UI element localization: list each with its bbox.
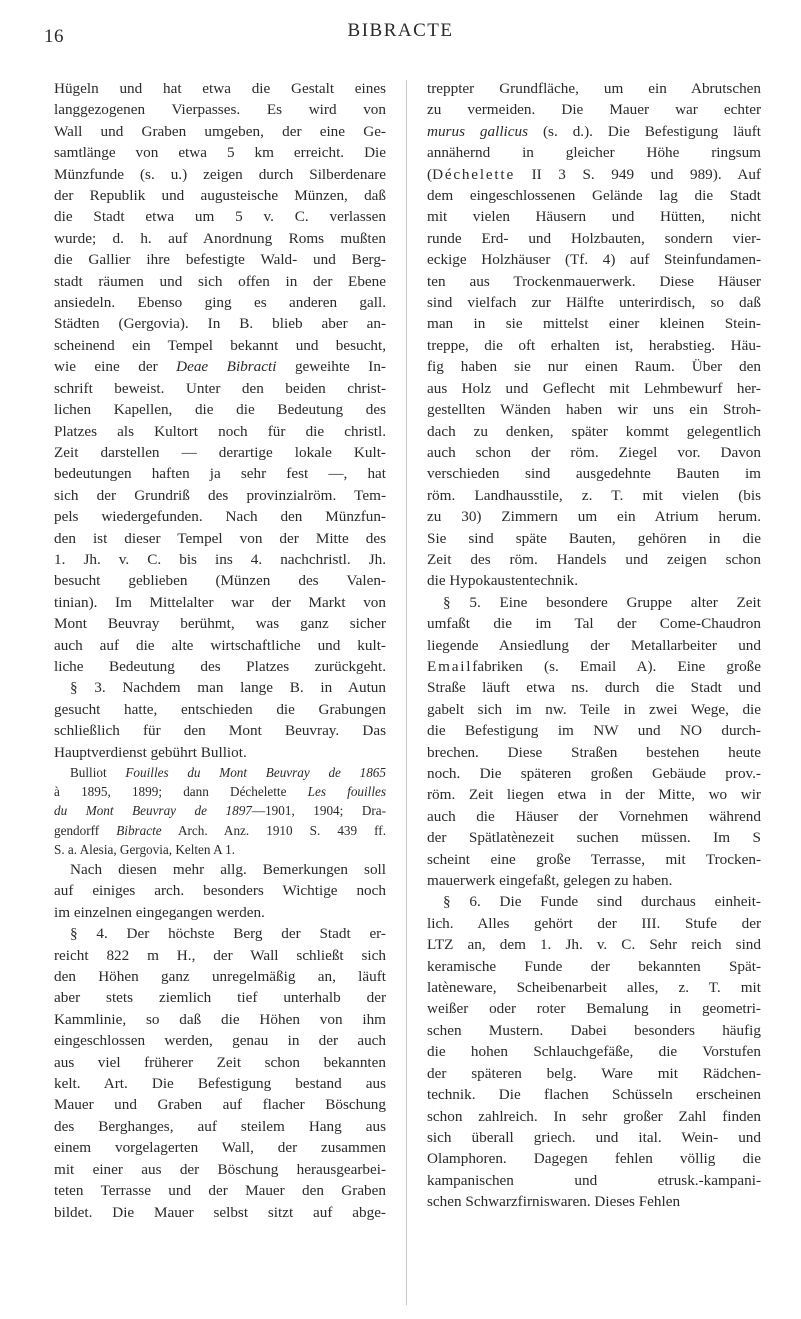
text-line: Hauptverdienst gebührt Bulliot. [54, 743, 247, 761]
text-line: ansiedeln. Ebenso ging es anderen gall. [54, 294, 386, 312]
text-line: Sie sind späte Bauten, gehören in die [427, 529, 761, 547]
text-line: teten Terrasse und der Mauer den Graben [54, 1182, 386, 1200]
text-line: schon zahlreich. In sehr großer Zahl finden [427, 1107, 761, 1125]
running-title: BIBRACTE [347, 20, 454, 41]
text-line: mauerwerk eingefaßt, gelegen zu haben. [427, 872, 673, 890]
column-divider [406, 80, 407, 1305]
text-line: wie eine der Deae Bibracti geweihte In- [54, 358, 386, 376]
text-line: sich überall griech. und ital. Wein- und [427, 1128, 761, 1146]
text-line: mit vielen Häusern und Hütten, nicht [427, 208, 761, 226]
emphasized-text: Fouilles du Mont Beuvray de 1865 [125, 765, 386, 780]
text-line: § 3. Nachdem man lange B. in Autun [70, 679, 386, 697]
text-line: zu 30) Zimmern um ein Atrium herum. [427, 508, 761, 526]
text-line: eingeschlossen werden, genau in der auch [54, 1032, 386, 1050]
text-line: treppe, die oft erhalten ist, herabstieg. Häu- [427, 336, 761, 354]
text-line: des Berghanges, auf steilem Hang aus [54, 1117, 386, 1135]
text-line: Städten (Gergovia). In B. blieb aber an- [54, 315, 386, 333]
text-line: murus gallicus (s. d.). Die Befestigung läuft [427, 122, 761, 140]
text-line: fig haben sie nur einen Raum. Über den [427, 358, 761, 376]
text-line: lich. Alles gehört der III. Stufe der [427, 914, 761, 932]
text-line: der Spätlatènezeit suchen müssen. Im S [427, 829, 761, 847]
text-line: gesucht hatte, entschieden die Grabungen [54, 700, 386, 718]
text-line: keramische Funde der bekannten Spät- [427, 957, 761, 975]
text-line: gestellten Wänden haben wir uns ein Stroh- [427, 401, 761, 419]
text-line: die Befestigung im NW und NO durch- [427, 722, 761, 740]
text-line: du Mont Beuvray de 1897—1901, 1904; Dra- [54, 803, 387, 819]
text-line: S. a. Alesia, Gergovia, Kelten A 1. [54, 841, 236, 857]
text-line: stadt räumen und sich offen in der Ebene [54, 272, 386, 290]
right-text-column [427, 78, 761, 1213]
text-line: § 4. Der höchste Berg der Stadt er- [70, 925, 386, 943]
text-line: der späteren belg. Ware mit Rädchen- [427, 1064, 761, 1082]
text-line: à 1895, 1899; dann Déchelette Les fouilles [54, 784, 386, 800]
text-line: 1. Jh. v. C. bis ins 4. nachchristl. Jh. [54, 550, 386, 568]
text-line: scheinend ein Tempel bekannt und besucht, [54, 336, 386, 354]
text-line: aus Holz und Geflecht mit Lehmbewurf her- [427, 379, 761, 397]
text-line: auf einiges arch. besonders Wichtige noch [54, 882, 386, 900]
text-line: mit einer aus der Böschung herausgearbei- [54, 1160, 386, 1178]
text-line: die Stadt etwa um 5 v. C. verlassen [54, 208, 386, 226]
text-line: scheint eine große Terrasse, mit Trocken- [427, 850, 761, 868]
text-line: schließlich für den Mont Beuvray. Das [54, 722, 386, 740]
text-line: Zeit des röm. Handels und zeigen schon [427, 550, 761, 568]
text-line: reicht 822 m H., der Wall schließt sich [54, 946, 386, 964]
text-line: aus viel früherer Zeit schon bekannten [54, 1053, 386, 1071]
emphasized-text: Email [427, 657, 473, 675]
text-line: liche Bedeutung des Platzes zurückgeht. [54, 657, 386, 675]
text-line: Wall und Graben umgeben, der eine Ge- [54, 122, 386, 140]
text-line: runde Erd- und Holzbauten, sondern vier- [427, 229, 761, 247]
text-line: § 5. Eine besondere Gruppe alter Zeit [443, 593, 761, 611]
text-line: im einzelnen eingegangen werden. [54, 903, 265, 921]
text-line: latèneware, Scheibenarbeit alles, z. T. mit [427, 979, 761, 997]
text-line: auch die Häuser der Vornehmen während [427, 807, 761, 825]
text-line: Nach diesen mehr allg. Bemerkungen soll [70, 861, 386, 879]
text-line: Olamphoren. Dagegen fehlen völlig die [427, 1150, 761, 1168]
text-line: Emailfabriken (s. Email A). Eine große [427, 657, 761, 675]
text-line: sind vielfach zur Hälfte unterirdisch, so daß [427, 294, 761, 312]
text-line: weißer oder roter Bemalung in geometri- [427, 1000, 761, 1018]
emphasized-text: Deae Bibracti [176, 358, 277, 376]
text-line: Hügeln und hat etwa die Gestalt eines [54, 80, 386, 97]
text-line: aber stets ziemlich tief unterhalb der [54, 989, 386, 1007]
text-line: zu vermeiden. Die Mauer war echter [427, 101, 761, 119]
text-line: Münzfunde (s. u.) zeigen durch Silberdenare [54, 165, 386, 183]
text-line: besucht geblieben (Münzen des Valen- [54, 572, 386, 590]
text-line: treppter Grundfläche, um ein Abrutschen [427, 80, 761, 97]
text-line: kampanischen und etrusk.-kampani- [427, 1171, 761, 1189]
emphasized-text: murus gallicus [427, 122, 529, 140]
text-line: die Gallier ihre befestigte Wald- und Berg- [54, 251, 386, 269]
text-line: bedeutungen haften ja sehr fest —, hat [54, 465, 386, 483]
text-line: Straße läuft etwa ns. durch die Stadt und [427, 679, 761, 697]
text-line: auch schon der röm. Ziegel vor. Davon [427, 443, 761, 461]
text-line: auch auf die alte wirtschaftliche und kult- [54, 636, 386, 654]
text-line: bildet. Die Mauer selbst sitzt auf abge- [54, 1203, 386, 1221]
text-line: wurde; d. h. auf Anordnung Roms mußten [54, 229, 386, 247]
left-text-column [54, 78, 386, 1223]
text-line: die Hypokaustentechnik. [427, 572, 578, 590]
text-line: sich der Grundriß des provinzialröm. Tem- [54, 486, 386, 504]
text-line: technik. Die flachen Schüsseln erscheinen [427, 1086, 761, 1104]
text-line: der Republik und augusteische Münzen, daß [54, 187, 386, 205]
text-line: Platzes als Kultort noch für die christl. [54, 422, 386, 440]
text-line: samtlänge von etwa 5 km erreicht. Die [54, 144, 386, 162]
text-line: liegende Ansiedlung der Metallarbeiter und [427, 636, 761, 654]
text-line: tinian). Im Mittelalter war der Markt von [54, 593, 386, 611]
text-line: gendorff Bibracte Arch. Anz. 1910 S. 439 ff. [54, 822, 386, 838]
text-line: langgezogenen Vierpasses. Es wird von [54, 101, 386, 119]
text-line: die hohen Schlauchgefäße, die Vorstufen [427, 1043, 761, 1061]
text-line: annähernd in gleicher Höhe ringsum [427, 144, 761, 162]
text-line: einem vorgelagerten Wall, der zusammen [54, 1139, 386, 1157]
text-line: Bulliot Fouilles du Mont Beuvray de 1865 [70, 765, 386, 780]
text-line: man in sie mittelst einer kleinen Stein- [427, 315, 761, 333]
text-line: Zeit darstellen — derartige lokale Kult- [54, 443, 386, 461]
text-line: lichen Kapellen, die die Bedeutung des [54, 401, 386, 419]
text-line: Mauer und Graben auf flacher Böschung [54, 1096, 386, 1114]
text-line: schrift beweist. Unter den beiden christ- [54, 379, 386, 397]
text-line: dem eingeschlossenen Gelände lag die Stadt [427, 187, 761, 205]
emphasized-text: Bibracte [116, 822, 162, 838]
emphasized-text: Les fouilles [307, 784, 386, 800]
text-line: § 6. Die Funde sind durchaus einheit- [443, 893, 761, 911]
text-line: umfaßt die im Tal der Come-Chaudron [427, 615, 761, 633]
emphasized-text: du Mont Beuvray de 1897 [54, 803, 252, 819]
text-line: den ist dieser Tempel von der Mitte des [54, 529, 386, 547]
page-number: 16 [44, 26, 64, 47]
text-line: (Déchelette II 3 S. 949 und 989). Auf [427, 165, 761, 183]
text-line: ten aus Trockenmauerwerk. Diese Häuser [427, 272, 761, 290]
text-line: verschieden sind ausgedehnte Bauten im [427, 465, 761, 483]
text-line: LTZ an, dem 1. Jh. v. C. Sehr reich sind [427, 936, 761, 954]
text-line: Mont Beuvray berühmt, was ganz sicher [54, 615, 386, 633]
text-line: Kammlinie, so daß die Höhen von ihm [54, 1010, 386, 1028]
text-line: brechen. Diese Straßen bestehen heute [427, 743, 761, 761]
text-line: gabelt sich im nw. Teile in zwei Wege, die [427, 700, 761, 718]
text-line: röm. Zeit liegen etwa in der Mitte, wo wir [427, 786, 761, 804]
emphasized-text: Déchelette [432, 165, 515, 183]
text-line: röm. Landhausstile, z. T. mit vielen (bis [427, 486, 761, 504]
text-line: kelt. Art. Die Befestigung bestand aus [54, 1075, 386, 1093]
text-line: dach zu denken, später kommt gelegentlich [427, 422, 761, 440]
text-line: schen Schwarzfirniswaren. Dieses Fehlen [427, 1193, 681, 1211]
text-line: eckige Holzhäuser (Tf. 4) auf Steinfundamen- [427, 251, 761, 269]
text-line: schen Mustern. Dabei besonders häufig [427, 1021, 761, 1039]
text-line: pels wiedergefunden. Nach den Münzfun- [54, 508, 386, 526]
text-line: noch. Die späteren großen Gebäude prov.- [427, 765, 761, 782]
text-line: den Höhen ganz unregelmäßig an, läuft [54, 968, 386, 986]
